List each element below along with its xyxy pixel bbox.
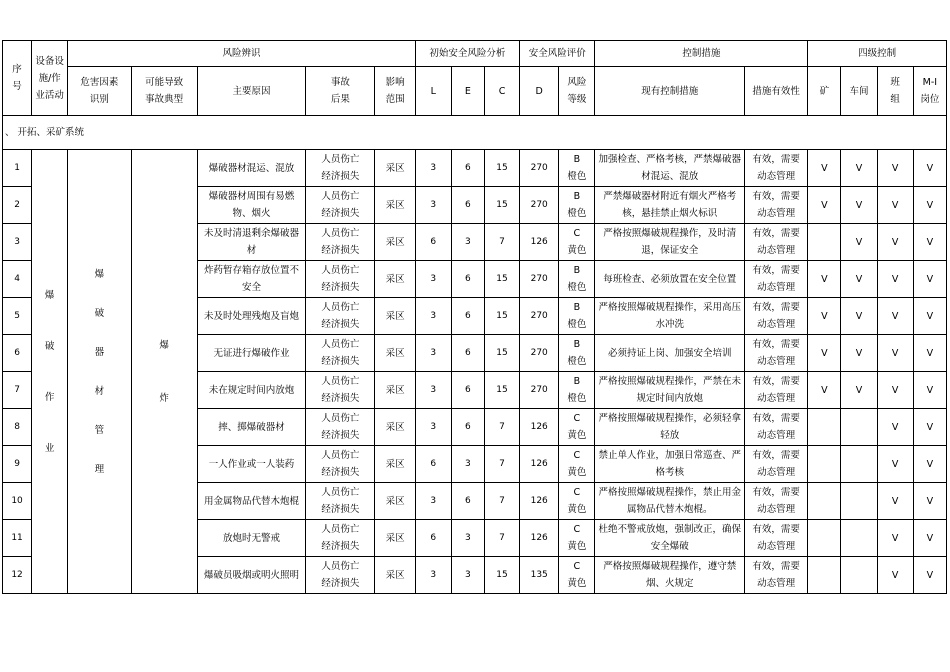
value-E: 6 bbox=[451, 335, 484, 372]
consequence bbox=[306, 372, 375, 409]
main-cause: 未及时清退剩余爆破器材 bbox=[197, 224, 305, 261]
header-C: C bbox=[484, 67, 519, 116]
check-mine: V bbox=[808, 372, 841, 409]
consequence-line-2: 经济损失 bbox=[321, 245, 360, 256]
risk-level-line-1: B bbox=[573, 339, 581, 350]
activity-merged bbox=[32, 150, 68, 594]
check-post: V bbox=[913, 224, 946, 261]
check-post: V bbox=[913, 372, 946, 409]
check-team: V bbox=[877, 298, 913, 335]
effectiveness-line-2: 动态管理 bbox=[757, 430, 796, 441]
consequence-line-2: 经济损失 bbox=[321, 393, 360, 404]
risk-level bbox=[559, 483, 595, 520]
effectiveness bbox=[745, 335, 808, 372]
check-mine bbox=[808, 409, 841, 446]
hazard-merged-char: 爆 bbox=[94, 268, 105, 280]
header-seq: 序 号 bbox=[3, 41, 32, 116]
effectiveness bbox=[745, 409, 808, 446]
check-team: V bbox=[877, 557, 913, 594]
effectiveness-line-1: 有效，需要 bbox=[752, 524, 800, 535]
impact-scope: 采区 bbox=[375, 557, 415, 594]
value-C: 7 bbox=[484, 409, 519, 446]
existing-control: 每班检查、必须放置在安全位置 bbox=[595, 261, 745, 298]
activity-merged-char: 作 bbox=[44, 391, 55, 403]
row-number: 8 bbox=[3, 409, 32, 446]
check-workshop bbox=[841, 483, 877, 520]
check-workshop bbox=[841, 446, 877, 483]
risk-level-line-2: 黄色 bbox=[567, 245, 587, 256]
existing-control: 禁止单人作业，加强日常巡查、严格考核 bbox=[595, 446, 745, 483]
activity-merged-char: 业 bbox=[44, 442, 55, 454]
risk-level bbox=[559, 187, 595, 224]
effectiveness bbox=[745, 224, 808, 261]
effectiveness bbox=[745, 520, 808, 557]
main-cause: 放炮时无警戒 bbox=[197, 520, 305, 557]
header-risk-evaluation: 安全风险评价 bbox=[520, 41, 595, 67]
risk-level-line-2: 橙色 bbox=[567, 356, 587, 367]
risk-level-line-1: B bbox=[573, 302, 581, 313]
impact-scope: 采区 bbox=[375, 224, 415, 261]
risk-level-line-1: B bbox=[573, 376, 581, 387]
impact-scope: 采区 bbox=[375, 372, 415, 409]
value-L: 6 bbox=[415, 520, 451, 557]
value-C: 15 bbox=[484, 298, 519, 335]
impact-scope: 采区 bbox=[375, 298, 415, 335]
effectiveness-line-2: 动态管理 bbox=[757, 504, 796, 515]
check-team: V bbox=[877, 409, 913, 446]
effectiveness-line-1: 有效，需要 bbox=[752, 376, 800, 387]
risk-level-line-1: C bbox=[573, 450, 581, 461]
consequence-line-1: 人员伤亡 bbox=[321, 487, 360, 498]
check-workshop: V bbox=[841, 261, 877, 298]
existing-control: 严格按照爆破规程操作，采用高压水冲洗 bbox=[595, 298, 745, 335]
value-L: 3 bbox=[415, 409, 451, 446]
check-team: V bbox=[877, 150, 913, 187]
impact-scope: 采区 bbox=[375, 446, 415, 483]
consequence bbox=[306, 520, 375, 557]
check-post: V bbox=[913, 409, 946, 446]
value-L: 3 bbox=[415, 372, 451, 409]
risk-level bbox=[559, 298, 595, 335]
main-cause: 爆破员吸烟或明火照明 bbox=[197, 557, 305, 594]
hazard-merged-char: 管 bbox=[94, 424, 105, 436]
check-team: V bbox=[877, 187, 913, 224]
header-existing-controls: 现有控制措施 bbox=[595, 67, 745, 116]
header-four-level-control: 四级控制 bbox=[808, 41, 947, 67]
risk-level-line-2: 橙色 bbox=[567, 393, 587, 404]
hazard-merged-char: 理 bbox=[94, 463, 105, 475]
effectiveness-line-2: 动态管理 bbox=[757, 171, 796, 182]
effectiveness bbox=[745, 483, 808, 520]
check-mine bbox=[808, 520, 841, 557]
consequence bbox=[306, 261, 375, 298]
consequence-line-2: 经济损失 bbox=[321, 467, 360, 478]
main-cause: 未在规定时间内放炮 bbox=[197, 372, 305, 409]
header-L: L bbox=[415, 67, 451, 116]
effectiveness bbox=[745, 187, 808, 224]
value-D: 126 bbox=[520, 520, 559, 557]
header-initial-assessment: 初始安全风险分析 bbox=[415, 41, 519, 67]
risk-level-line-2: 橙色 bbox=[567, 208, 587, 219]
risk-level bbox=[559, 224, 595, 261]
consequence bbox=[306, 335, 375, 372]
effectiveness-line-2: 动态管理 bbox=[757, 319, 796, 330]
header-consequence: 事故 后果 bbox=[306, 67, 375, 116]
check-post: V bbox=[913, 446, 946, 483]
consequence-line-1: 人员伤亡 bbox=[321, 228, 360, 239]
check-team: V bbox=[877, 335, 913, 372]
risk-level bbox=[559, 520, 595, 557]
consequence bbox=[306, 483, 375, 520]
check-post: V bbox=[913, 150, 946, 187]
check-team: V bbox=[877, 372, 913, 409]
consequence-line-2: 经济损失 bbox=[321, 319, 360, 330]
activity-merged-char: 破 bbox=[44, 340, 55, 352]
impact-scope: 采区 bbox=[375, 261, 415, 298]
row-number: 4 bbox=[3, 261, 32, 298]
effectiveness-line-1: 有效，需要 bbox=[752, 191, 800, 202]
effectiveness bbox=[745, 446, 808, 483]
effectiveness-line-2: 动态管理 bbox=[757, 245, 796, 256]
value-C: 15 bbox=[484, 261, 519, 298]
value-C: 15 bbox=[484, 335, 519, 372]
consequence-line-2: 经济损失 bbox=[321, 578, 360, 589]
main-cause: 爆破器材周围有易燃物、烟火 bbox=[197, 187, 305, 224]
consequence-line-2: 经济损失 bbox=[321, 208, 360, 219]
header-facility: 设备设 施/作 业活动 bbox=[32, 41, 68, 116]
row-number: 10 bbox=[3, 483, 32, 520]
risk-level-line-1: B bbox=[573, 265, 581, 276]
consequence-line-1: 人员伤亡 bbox=[321, 450, 360, 461]
consequence-line-2: 经济损失 bbox=[321, 171, 360, 182]
risk-level-line-2: 黄色 bbox=[567, 541, 587, 552]
header-risk-identification: 风险辨识 bbox=[68, 41, 415, 67]
row-number: 11 bbox=[3, 520, 32, 557]
existing-control: 严禁爆破器材附近有烟火严格考核，悬挂禁止烟火标识 bbox=[595, 187, 745, 224]
check-post: V bbox=[913, 557, 946, 594]
value-E: 3 bbox=[451, 446, 484, 483]
header-scope: 影响 范围 bbox=[375, 67, 415, 116]
effectiveness-line-1: 有效，需要 bbox=[752, 561, 800, 572]
effectiveness-line-1: 有效，需要 bbox=[752, 154, 800, 165]
main-cause: 用金属物品代替木炮棍 bbox=[197, 483, 305, 520]
effectiveness-line-2: 动态管理 bbox=[757, 467, 796, 478]
value-E: 3 bbox=[451, 520, 484, 557]
consequence bbox=[306, 150, 375, 187]
value-D: 135 bbox=[520, 557, 559, 594]
consequence-line-1: 人员伤亡 bbox=[321, 265, 360, 276]
risk-level-line-2: 黄色 bbox=[567, 578, 587, 589]
check-workshop: V bbox=[841, 187, 877, 224]
effectiveness-line-2: 动态管理 bbox=[757, 208, 796, 219]
effectiveness-line-1: 有效，需要 bbox=[752, 450, 800, 461]
consequence-line-2: 经济损失 bbox=[321, 430, 360, 441]
value-E: 3 bbox=[451, 224, 484, 261]
value-C: 15 bbox=[484, 557, 519, 594]
risk-level bbox=[559, 150, 595, 187]
value-C: 7 bbox=[484, 446, 519, 483]
impact-scope: 采区 bbox=[375, 187, 415, 224]
main-cause: 爆破器材混运、混放 bbox=[197, 150, 305, 187]
impact-scope: 采区 bbox=[375, 520, 415, 557]
check-post: V bbox=[913, 335, 946, 372]
risk-level-line-2: 黄色 bbox=[567, 430, 587, 441]
header-post: M-I 岗位 bbox=[913, 67, 946, 116]
hazard-merged bbox=[68, 150, 131, 594]
check-workshop bbox=[841, 557, 877, 594]
check-mine: V bbox=[808, 335, 841, 372]
check-post: V bbox=[913, 187, 946, 224]
header-possible-accident: 可能导致 事故典型 bbox=[131, 67, 197, 116]
consequence-line-2: 经济损失 bbox=[321, 504, 360, 515]
check-workshop bbox=[841, 520, 877, 557]
effectiveness-line-1: 有效，需要 bbox=[752, 413, 800, 424]
header-control-measures: 控制措施 bbox=[595, 41, 808, 67]
risk-level-line-2: 橙色 bbox=[567, 282, 587, 293]
section-row bbox=[3, 116, 947, 150]
check-workshop: V bbox=[841, 224, 877, 261]
consequence-line-1: 人员伤亡 bbox=[321, 561, 360, 572]
value-D: 126 bbox=[520, 224, 559, 261]
value-E: 3 bbox=[451, 557, 484, 594]
hazard-merged-char: 破 bbox=[94, 307, 105, 319]
value-L: 3 bbox=[415, 557, 451, 594]
existing-control: 必须持证上岗、加强安全培训 bbox=[595, 335, 745, 372]
check-workshop bbox=[841, 409, 877, 446]
consequence-line-2: 经济损失 bbox=[321, 541, 360, 552]
existing-control: 严格按照爆破规程操作，必须轻拿轻放 bbox=[595, 409, 745, 446]
row-number: 5 bbox=[3, 298, 32, 335]
risk-level bbox=[559, 409, 595, 446]
check-mine bbox=[808, 224, 841, 261]
check-team: V bbox=[877, 446, 913, 483]
risk-level bbox=[559, 557, 595, 594]
consequence-line-1: 人员伤亡 bbox=[321, 376, 360, 387]
value-E: 6 bbox=[451, 187, 484, 224]
header-team: 班 组 bbox=[877, 67, 913, 116]
effectiveness bbox=[745, 261, 808, 298]
risk-level-line-1: B bbox=[573, 154, 581, 165]
value-D: 270 bbox=[520, 372, 559, 409]
consequence bbox=[306, 446, 375, 483]
effectiveness bbox=[745, 557, 808, 594]
consequence-line-1: 人员伤亡 bbox=[321, 339, 360, 350]
row-number: 3 bbox=[3, 224, 32, 261]
existing-control: 严格按照爆破规程操作，禁止用金属物品代替木炮棍。 bbox=[595, 483, 745, 520]
risk-level-line-2: 橙色 bbox=[567, 171, 587, 182]
effectiveness-line-1: 有效，需要 bbox=[752, 302, 800, 313]
main-cause: 炸药暂存箱存放位置不安全 bbox=[197, 261, 305, 298]
risk-level-line-1: C bbox=[573, 524, 581, 535]
consequence-line-1: 人员伤亡 bbox=[321, 191, 360, 202]
consequence bbox=[306, 187, 375, 224]
risk-level bbox=[559, 372, 595, 409]
check-workshop: V bbox=[841, 372, 877, 409]
effectiveness-line-1: 有效，需要 bbox=[752, 228, 800, 239]
consequence-line-1: 人员伤亡 bbox=[321, 154, 360, 165]
impact-scope: 采区 bbox=[375, 150, 415, 187]
header-D: D bbox=[520, 67, 559, 116]
effectiveness-line-2: 动态管理 bbox=[757, 356, 796, 367]
check-workshop: V bbox=[841, 298, 877, 335]
check-post: V bbox=[913, 483, 946, 520]
hazard-merged-char: 器 bbox=[94, 346, 105, 358]
check-workshop: V bbox=[841, 150, 877, 187]
risk-level-line-1: C bbox=[573, 413, 581, 424]
hazard-merged-char: 材 bbox=[94, 385, 105, 397]
value-E: 6 bbox=[451, 483, 484, 520]
risk-level-line-1: C bbox=[573, 228, 581, 239]
check-mine: V bbox=[808, 261, 841, 298]
value-L: 6 bbox=[415, 224, 451, 261]
check-mine: V bbox=[808, 150, 841, 187]
value-C: 7 bbox=[484, 520, 519, 557]
check-post: V bbox=[913, 520, 946, 557]
value-C: 15 bbox=[484, 150, 519, 187]
effectiveness-line-1: 有效，需要 bbox=[752, 265, 800, 276]
consequence-line-2: 经济损失 bbox=[321, 356, 360, 367]
check-post: V bbox=[913, 261, 946, 298]
effectiveness bbox=[745, 150, 808, 187]
existing-control: 杜绝不警戒放炮，强制改正，确保安全爆破 bbox=[595, 520, 745, 557]
value-L: 3 bbox=[415, 298, 451, 335]
value-L: 6 bbox=[415, 446, 451, 483]
existing-control: 加强检查、严格考核，严禁爆破器材混运、混放 bbox=[595, 150, 745, 187]
table-row bbox=[3, 150, 947, 187]
consequence-line-1: 人员伤亡 bbox=[321, 413, 360, 424]
check-team: V bbox=[877, 261, 913, 298]
impact-scope: 采区 bbox=[375, 409, 415, 446]
existing-control: 严格按照爆破规程操作，遵守禁烟、火规定 bbox=[595, 557, 745, 594]
risk-level-line-1: B bbox=[573, 191, 581, 202]
header-hazard-factor: 危害因素 识别 bbox=[68, 67, 131, 116]
check-team: V bbox=[877, 483, 913, 520]
value-E: 6 bbox=[451, 298, 484, 335]
effectiveness-line-2: 动态管理 bbox=[757, 393, 796, 404]
check-workshop: V bbox=[841, 335, 877, 372]
header-effectiveness: 措施有效性 bbox=[745, 67, 808, 116]
value-D: 126 bbox=[520, 409, 559, 446]
existing-control: 严格按照爆破规程操作，严禁在未规定时间内放炮 bbox=[595, 372, 745, 409]
risk-level-line-2: 黄色 bbox=[567, 504, 587, 515]
check-mine: V bbox=[808, 298, 841, 335]
value-L: 3 bbox=[415, 187, 451, 224]
value-L: 3 bbox=[415, 335, 451, 372]
consequence bbox=[306, 557, 375, 594]
consequence-line-1: 人员伤亡 bbox=[321, 302, 360, 313]
header-E: E bbox=[451, 67, 484, 116]
risk-level bbox=[559, 446, 595, 483]
check-team: V bbox=[877, 520, 913, 557]
consequence-line-2: 经济损失 bbox=[321, 282, 360, 293]
effectiveness-line-2: 动态管理 bbox=[757, 578, 796, 589]
main-cause: 未及时处理残炮及盲炮 bbox=[197, 298, 305, 335]
effectiveness-line-2: 动态管理 bbox=[757, 282, 796, 293]
value-D: 270 bbox=[520, 150, 559, 187]
value-E: 6 bbox=[451, 261, 484, 298]
consequence bbox=[306, 298, 375, 335]
value-E: 6 bbox=[451, 150, 484, 187]
check-team: V bbox=[877, 224, 913, 261]
header-mine: 矿 bbox=[808, 67, 841, 116]
effectiveness bbox=[745, 298, 808, 335]
value-C: 15 bbox=[484, 372, 519, 409]
effectiveness bbox=[745, 372, 808, 409]
impact-scope: 采区 bbox=[375, 483, 415, 520]
effectiveness-line-2: 动态管理 bbox=[757, 541, 796, 552]
row-number: 2 bbox=[3, 187, 32, 224]
risk-level-line-2: 橙色 bbox=[567, 319, 587, 330]
value-L: 3 bbox=[415, 483, 451, 520]
accident-merged-char: 炸 bbox=[159, 392, 169, 404]
header-row-2 bbox=[3, 67, 947, 116]
check-post: V bbox=[913, 298, 946, 335]
row-number: 9 bbox=[3, 446, 32, 483]
header-main-cause: 主要原因 bbox=[197, 67, 305, 116]
row-number: 7 bbox=[3, 372, 32, 409]
row-number: 12 bbox=[3, 557, 32, 594]
main-cause: 一人作业或一人装药 bbox=[197, 446, 305, 483]
value-C: 15 bbox=[484, 187, 519, 224]
value-D: 270 bbox=[520, 261, 559, 298]
header-row-1 bbox=[3, 41, 947, 67]
value-E: 6 bbox=[451, 372, 484, 409]
risk-level bbox=[559, 335, 595, 372]
main-cause: 摔、掷爆破器材 bbox=[197, 409, 305, 446]
consequence-line-1: 人员伤亡 bbox=[321, 524, 360, 535]
consequence bbox=[306, 224, 375, 261]
row-number: 6 bbox=[3, 335, 32, 372]
effectiveness-line-1: 有效，需要 bbox=[752, 339, 800, 350]
value-C: 7 bbox=[484, 224, 519, 261]
check-mine bbox=[808, 446, 841, 483]
section-title: 、 开拓、采矿系统 bbox=[3, 116, 947, 150]
row-number: 1 bbox=[3, 150, 32, 187]
header-workshop: 车间 bbox=[841, 67, 877, 116]
value-D: 270 bbox=[520, 187, 559, 224]
value-L: 3 bbox=[415, 150, 451, 187]
check-mine bbox=[808, 557, 841, 594]
existing-control: 严格按照爆破规程操作，及时清退，保证安全 bbox=[595, 224, 745, 261]
check-mine bbox=[808, 483, 841, 520]
value-C: 7 bbox=[484, 483, 519, 520]
value-D: 270 bbox=[520, 335, 559, 372]
risk-assessment-table bbox=[2, 40, 947, 594]
value-L: 3 bbox=[415, 261, 451, 298]
effectiveness-line-1: 有效，需要 bbox=[752, 487, 800, 498]
accident-merged bbox=[131, 150, 197, 594]
activity-merged-char: 爆 bbox=[44, 289, 55, 301]
risk-level-line-2: 黄色 bbox=[567, 467, 587, 478]
value-D: 270 bbox=[520, 298, 559, 335]
header-risk-level: 风险 等级 bbox=[559, 67, 595, 116]
risk-level-line-1: C bbox=[573, 561, 581, 572]
risk-level-line-1: C bbox=[573, 487, 581, 498]
impact-scope: 采区 bbox=[375, 335, 415, 372]
value-E: 6 bbox=[451, 409, 484, 446]
consequence bbox=[306, 409, 375, 446]
value-D: 126 bbox=[520, 446, 559, 483]
main-cause: 无证进行爆破作业 bbox=[197, 335, 305, 372]
accident-merged-char: 爆 bbox=[159, 339, 169, 351]
risk-level bbox=[559, 261, 595, 298]
value-D: 126 bbox=[520, 483, 559, 520]
check-mine: V bbox=[808, 187, 841, 224]
